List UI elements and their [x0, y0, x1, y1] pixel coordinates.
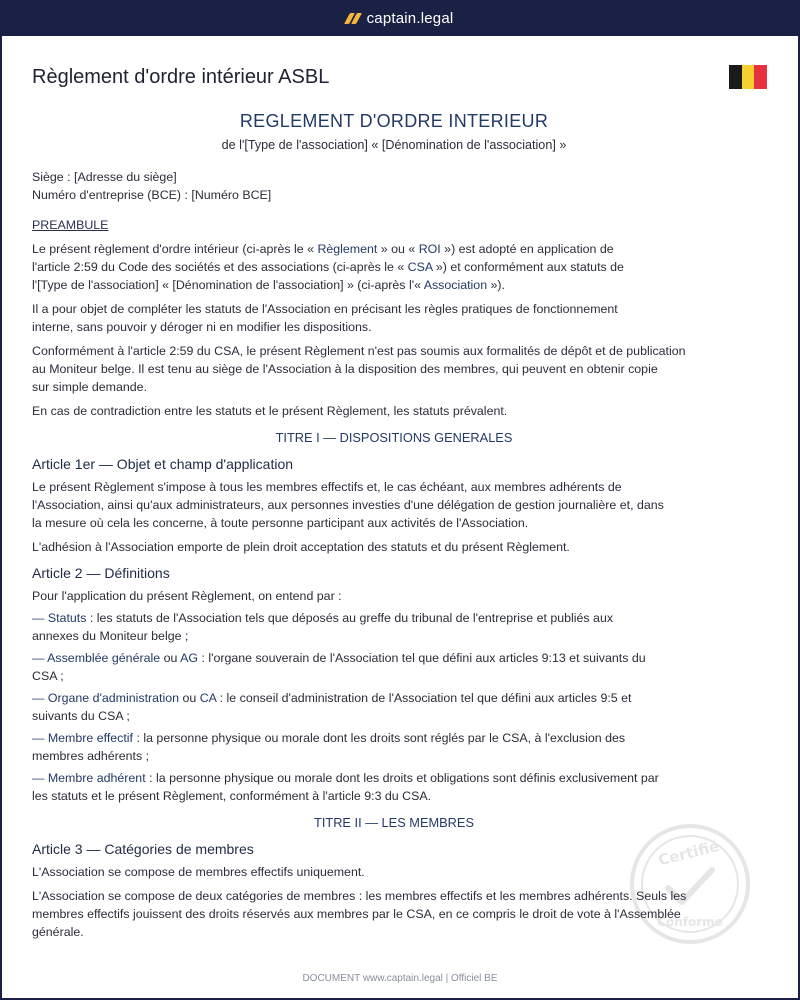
- definition-membre-effectif: — Membre effectif : la personne physique ou morale dont les droits sont réglés par le CSA, à l'exclusion des membres adhérents ;: [32, 731, 626, 763]
- preamble-heading: PREAMBULE: [32, 218, 109, 232]
- flag-stripe-black: [729, 65, 742, 89]
- preamble-paragraph-4: En cas de contradiction entre les statuts et le présent Règlement, les statuts prévalent.: [32, 404, 508, 418]
- article-1-paragraph-1: Le présent Règlement s'impose à tous les membres effectifs et, le cas échéant, aux membres adhérents de l'Association, ainsi qu'aux administrateurs, aux personnes investies d'une délégation de gestion journalière et, dans la mesure où cela les concerne, à toute personne participant aux activités de l'Association.: [32, 480, 664, 530]
- bce-line: [32, 186, 756, 204]
- definition-organe-administration: — Organe d'administration ou CA : le conseil d'administration de l'Association tel que défini aux articles 9:5 et suivants du CSA ;: [32, 691, 632, 723]
- article-2-heading: Article 2 — Définitions: [32, 565, 170, 581]
- brand-name: captain.legal: [366, 9, 454, 27]
- page-title: Règlement d'ordre intérieur ASBL: [32, 66, 330, 88]
- flag-stripe-red: [754, 65, 767, 89]
- definition-membre-adherent: — Membre adhérent : la personne physique ou morale dont les droits et obligations sont définis exclusivement par les statuts et le présent Règlement, conformément à l'article 9:3 du CSA.: [32, 771, 659, 803]
- top-bar: [0, 0, 800, 36]
- flag-stripe-yellow: [742, 65, 755, 89]
- stamp-text-top: Certifié: [656, 836, 722, 870]
- article-3-paragraph-2: L'Association se compose de deux catégories de membres : les membres effectifs et les membres adhérents. Seuls les membres effectifs jouissent des droits réservés aux membres par le CSA, en ce compris le droit de vote à l'Assemblée générale.: [32, 889, 687, 939]
- belgium-flag-icon: [729, 65, 767, 89]
- titre-2-heading: TITRE II — LES MEMBRES: [314, 815, 474, 830]
- article-1-heading: Article 1er — Objet et champ d'application: [32, 456, 294, 472]
- document-subtitle: de l'[Type de l'association] « [Dénomination de l'association] »: [221, 138, 567, 152]
- bce-label: Numéro d'entreprise (BCE) :: [32, 188, 192, 202]
- article-3-heading: Article 3 — Catégories de membres: [32, 841, 254, 857]
- titre-1-heading: TITRE I — DISPOSITIONS GENERALES: [275, 430, 513, 445]
- footer: DOCUMENT www.captain.legal | Officiel BE: [302, 973, 498, 984]
- definition-assemblee-generale: — Assemblée générale ou AG : l'organe souverain de l'Association tel que défini aux articles 9:13 et suivants du CSA ;: [32, 651, 646, 683]
- certified-stamp-icon: [628, 822, 752, 946]
- definition-statuts: — Statuts : les statuts de l'Association tels que déposés au greffe du tribunal de l'entreprise et publiés aux annexes du Moniteur belge ;: [32, 611, 614, 643]
- siege-line: [32, 168, 756, 186]
- article-1-paragraph-2: L'adhésion à l'Association emporte de plein droit acceptation des statuts et du présent Règlement.: [32, 540, 570, 554]
- captain-legal-logo-icon: [347, 13, 359, 24]
- stamp-text-bottom: Conforme: [657, 915, 723, 929]
- article-2-intro: Pour l'application du présent Règlement, on entend par :: [32, 589, 342, 603]
- article-3-paragraph-1: L'Association se compose de membres effectifs uniquement.: [32, 865, 365, 879]
- preamble-paragraph-2: Il a pour objet de compléter les statuts de l'Association en précisant les règles pratiques de fonctionnement interne, sans pouvoir y déroger ni en modifier les dispositions.: [32, 302, 618, 334]
- preamble-paragraph-3: Conformément à l'article 2:59 du CSA, le présent Règlement n'est pas soumis aux formalités de dépôt et de publication au Moniteur belge. Il est tenu au siège de l'Association à la disposition des membres, qui peuvent en obtenir copie sur simple demande.: [32, 344, 686, 394]
- document-main-title: REGLEMENT D'ORDRE INTERIEUR: [239, 111, 549, 131]
- preamble-paragraph-1: Le présent règlement d'ordre intérieur (ci-après le « Règlement » ou « ROI ») est adopté en application de l'article 2:59 du Code des sociétés et des associations (ci-après le « CSA ») et conformément aux statuts de l'[Type de l'association] « [Dénomination de l'association] » (ci-après l'« Association »).: [32, 242, 624, 292]
- siege-label: Siège :: [32, 170, 75, 184]
- bce-value: [Numéro BCE]: [191, 188, 272, 202]
- siege-value: [Adresse du siège]: [74, 170, 177, 184]
